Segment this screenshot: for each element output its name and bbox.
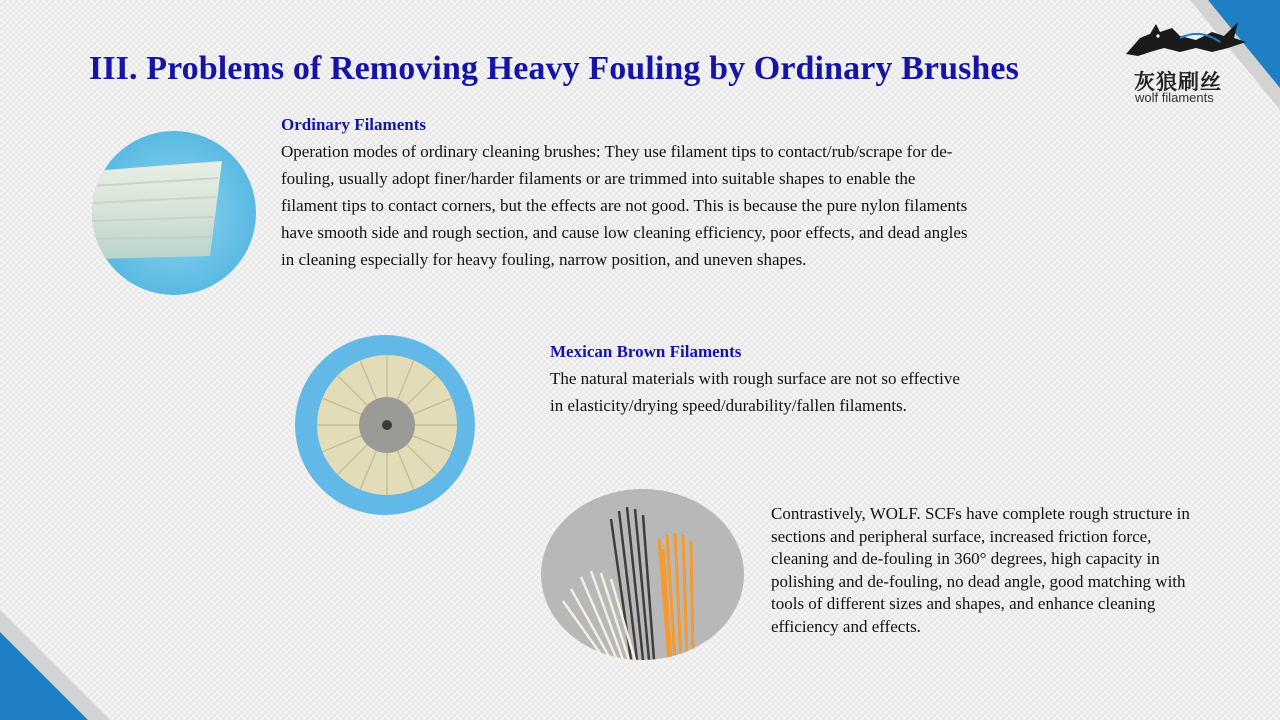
ordinary-filaments-photo [92, 131, 256, 295]
mexican-brown-heading: Mexican Brown Filaments [550, 342, 742, 361]
page-title: III. Problems of Removing Heavy Fouling by Ordinary Brushes [89, 50, 1019, 87]
mexican-brown-section [550, 338, 960, 419]
wolf-scf-section [771, 503, 1211, 638]
ordinary-filaments-heading: Ordinary Filaments [281, 115, 426, 134]
wolf-scf-filaments-photo [541, 489, 744, 660]
mexican-brown-text: The natural materials with rough surface are not so effective in elasticity/drying speed/durability/fallen filaments. [550, 369, 960, 415]
ordinary-filaments-section [281, 111, 971, 273]
logo-english-name: wolf filaments [1135, 90, 1214, 105]
mexican-brown-brush-photo [295, 335, 475, 515]
wolf-head-icon [1120, 18, 1250, 64]
wolf-scf-text: Contrastively, WOLF. SCFs have complete rough structure in sections and peripheral surface, increased friction force, cleaning and de-fouling in 360° degrees, high capacity in polishing and de-fouling, no dead angle, good matching with tools of different sizes and shapes, and enhance cleaning efficiency and effects. [771, 504, 1190, 636]
ordinary-filaments-text: Operation modes of ordinary cleaning brushes: They use filament tips to contact/rub/scrape for de-fouling, usually adopt finer/harder filaments or are trimmed into suitable shapes to enable the filament tips to contact corners, but the effects are not good. This is because the pure nylon filaments have smooth side and rough section, and cause low cleaning efficiency, poor effects, and dead angles in cleaning especially for heavy fouling, narrow position, and uneven shapes. [281, 142, 968, 269]
logo-chinese-name: 灰狼刷丝 [1134, 70, 1222, 94]
bottom-left-corner-decoration [0, 610, 110, 720]
